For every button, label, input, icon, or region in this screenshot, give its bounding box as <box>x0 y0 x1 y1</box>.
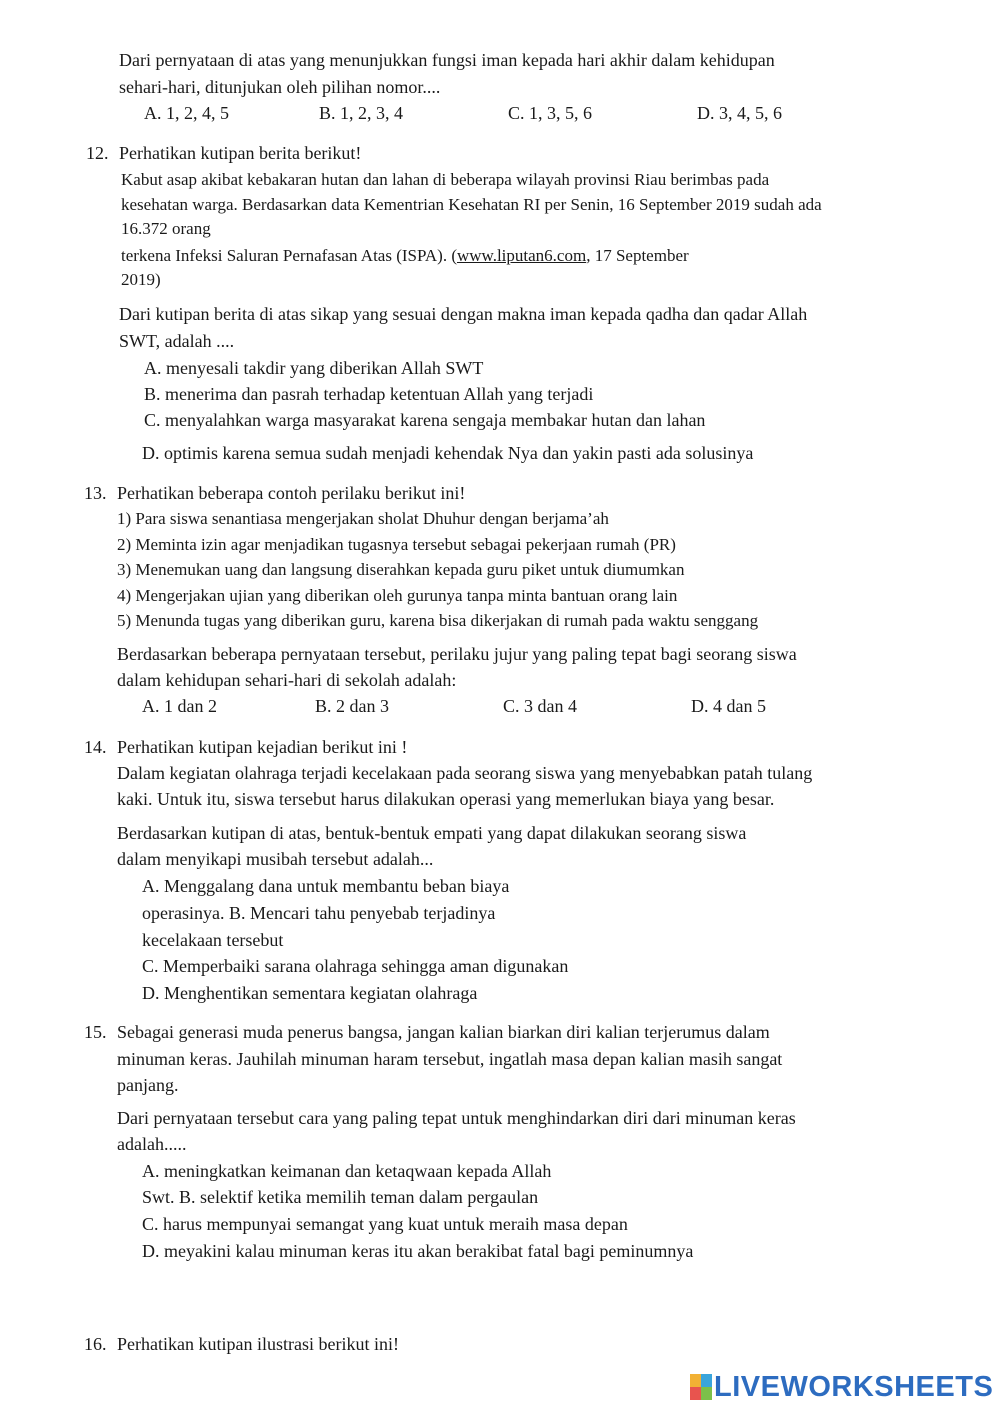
q12-option-d: D. optimis karena semua sudah menjadi kehendak Nya dan yakin pasti ada solusinya <box>142 443 754 463</box>
logo-square-1 <box>690 1374 701 1387</box>
q12-option-a: A. menyesali takdir yang diberikan Allah SWT <box>144 358 484 378</box>
q12-quote-line-1: Kabut asap akibat kebakaran hutan dan lahan di beberapa wilayah provinsi Riau berimbas pada <box>121 170 770 189</box>
liveworksheets-brand: LIVEWORKSHEETS <box>714 1370 994 1403</box>
q14-option-d: D. Menghentikan sementara kegiatan olahraga <box>142 983 478 1003</box>
q13-option-b: B. 2 dan 3 <box>315 696 389 716</box>
q11-option-c: C. 1, 3, 5, 6 <box>508 103 593 123</box>
q12-number: 12. <box>86 143 109 163</box>
q13-item-4: 4) Mengerjakan ujian yang diberikan oleh gurunya tanpa minta bantuan orang lain <box>117 586 678 605</box>
q13-option-a: A. 1 dan 2 <box>142 696 217 716</box>
q14-title: Perhatikan kutipan kejadian berikut ini ! <box>117 737 408 757</box>
q13-stem-line-1: Berdasarkan beberapa pernyataan tersebut, perilaku jujur yang paling tepat bagi seorang siswa <box>117 644 797 664</box>
q14-option-line-2: operasinya. B. Mencari tahu penyebab terjadinya <box>142 903 496 923</box>
q14-option-line-3: kecelakaan tersebut <box>142 930 284 950</box>
source-link[interactable]: www.liputan6.com <box>456 246 587 265</box>
q12-quote-line-2: kesehatan warga. Berdasarkan data Kementrian Kesehatan RI per Senin, 16 September 2019 sudah ada <box>121 195 822 214</box>
q14-number: 14. <box>84 737 107 757</box>
q13-title: Perhatikan beberapa contoh perilaku berikut ini! <box>117 483 466 503</box>
q15-title-line-2: minuman keras. Jauhilah minuman haram tersebut, ingatlah masa depan kalian masih sangat <box>117 1049 783 1069</box>
q15-stem-line-1: Dari pernyataan tersebut cara yang paling tepat untuk menghindarkan diri dari minuman keras <box>117 1108 796 1128</box>
q12-quote-line-5: 2019) <box>121 270 161 289</box>
q13-option-d: D. 4 dan 5 <box>691 696 766 716</box>
q15-option-line-1: A. meningkatkan keimanan dan ketaqwaan kepada Allah <box>142 1161 552 1181</box>
logo-square-2 <box>701 1374 712 1387</box>
liveworksheets-logo[interactable] <box>690 1372 993 1402</box>
q11-stem-line-1: Dari pernyataan di atas yang menunjukkan fungsi iman kepada hari akhir dalam kehidupan <box>119 50 775 70</box>
q12-option-b: B. menerima dan pasrah terhadap ketentuan Allah yang terjadi <box>144 384 594 404</box>
q13-item-5: 5) Menunda tugas yang diberikan guru, karena bisa dikerjakan di rumah pada waktu senggang <box>117 611 759 630</box>
q15-title-line-1: Sebagai generasi muda penerus bangsa, jangan kalian biarkan diri kalian terjerumus dalam <box>117 1022 770 1042</box>
q11-option-d: D. 3, 4, 5, 6 <box>697 103 782 123</box>
logo-square-3 <box>690 1387 701 1400</box>
q12-quote-text: terkena Infeksi Saluran Pernafasan Atas (ISPA). ( <box>121 246 457 265</box>
q13-item-2: 2) Meminta izin agar menjadikan tugasnya tersebut sebagai pekerjaan rumah (PR) <box>117 535 676 554</box>
q14-option-line-1: A. Menggalang dana untuk membantu beban biaya <box>142 876 510 896</box>
q11-option-a: A. 1, 2, 4, 5 <box>144 103 229 123</box>
q14-option-c: C. Memperbaiki sarana olahraga sehingga aman digunakan <box>142 956 569 976</box>
q15-title-line-3: panjang. <box>117 1075 179 1095</box>
logo-square-4 <box>701 1387 712 1400</box>
q13-option-c: C. 3 dan 4 <box>503 696 577 716</box>
q11-stem-line-2: sehari-hari, ditunjukan oleh pilihan nomor.... <box>119 77 441 97</box>
q15-option-d: D. meyakini kalau minuman keras itu akan berakibat fatal bagi peminumnya <box>142 1241 694 1261</box>
q15-option-c: C. harus mempunyai semangat yang kuat untuk meraih masa depan <box>142 1214 628 1234</box>
q16-number: 16. <box>84 1334 107 1354</box>
q12-quote-line-3: 16.372 orang <box>121 219 211 238</box>
q12-quote-date: , 17 September <box>586 246 689 265</box>
q12-quote-line-4 <box>121 245 689 267</box>
q14-stem-line-2: dalam menyikapi musibah tersebut adalah... <box>117 849 434 869</box>
q14-quote-line-1: Dalam kegiatan olahraga terjadi kecelakaan pada seorang siswa yang menyebabkan patah tulang <box>117 763 813 783</box>
q13-stem-line-2: dalam kehidupan sehari-hari di sekolah adalah: <box>117 670 457 690</box>
q12-title: Perhatikan kutipan berita berikut! <box>119 143 362 163</box>
q16-title: Perhatikan kutipan ilustrasi berikut ini! <box>117 1334 399 1354</box>
liveworksheets-logo-icon <box>690 1374 712 1400</box>
q12-stem-line-1: Dari kutipan berita di atas sikap yang sesuai dengan makna iman kepada qadha dan qadar Allah <box>119 304 808 324</box>
q11-option-b: B. 1, 2, 3, 4 <box>319 103 404 123</box>
q12-stem-line-2: SWT, adalah .... <box>119 331 235 351</box>
q12-option-c: C. menyalahkan warga masyarakat karena sengaja membakar hutan dan lahan <box>144 410 706 430</box>
q14-stem-line-1: Berdasarkan kutipan di atas, bentuk-bentuk empati yang dapat dilakukan seorang siswa <box>117 823 747 843</box>
q15-option-line-2: Swt. B. selektif ketika memilih teman dalam pergaulan <box>142 1187 539 1207</box>
q13-item-3: 3) Menemukan uang dan langsung diserahkan kepada guru piket untuk diumumkan <box>117 560 685 579</box>
q13-number: 13. <box>84 483 107 503</box>
q15-stem-line-2: adalah..... <box>117 1134 187 1154</box>
q14-quote-line-2: kaki. Untuk itu, siswa tersebut harus dilakukan operasi yang memerlukan biaya yang besar. <box>117 789 775 809</box>
q13-item-1: 1) Para siswa senantiasa mengerjakan sholat Dhuhur dengan berjama’ah <box>117 509 609 528</box>
q15-number: 15. <box>84 1022 107 1042</box>
